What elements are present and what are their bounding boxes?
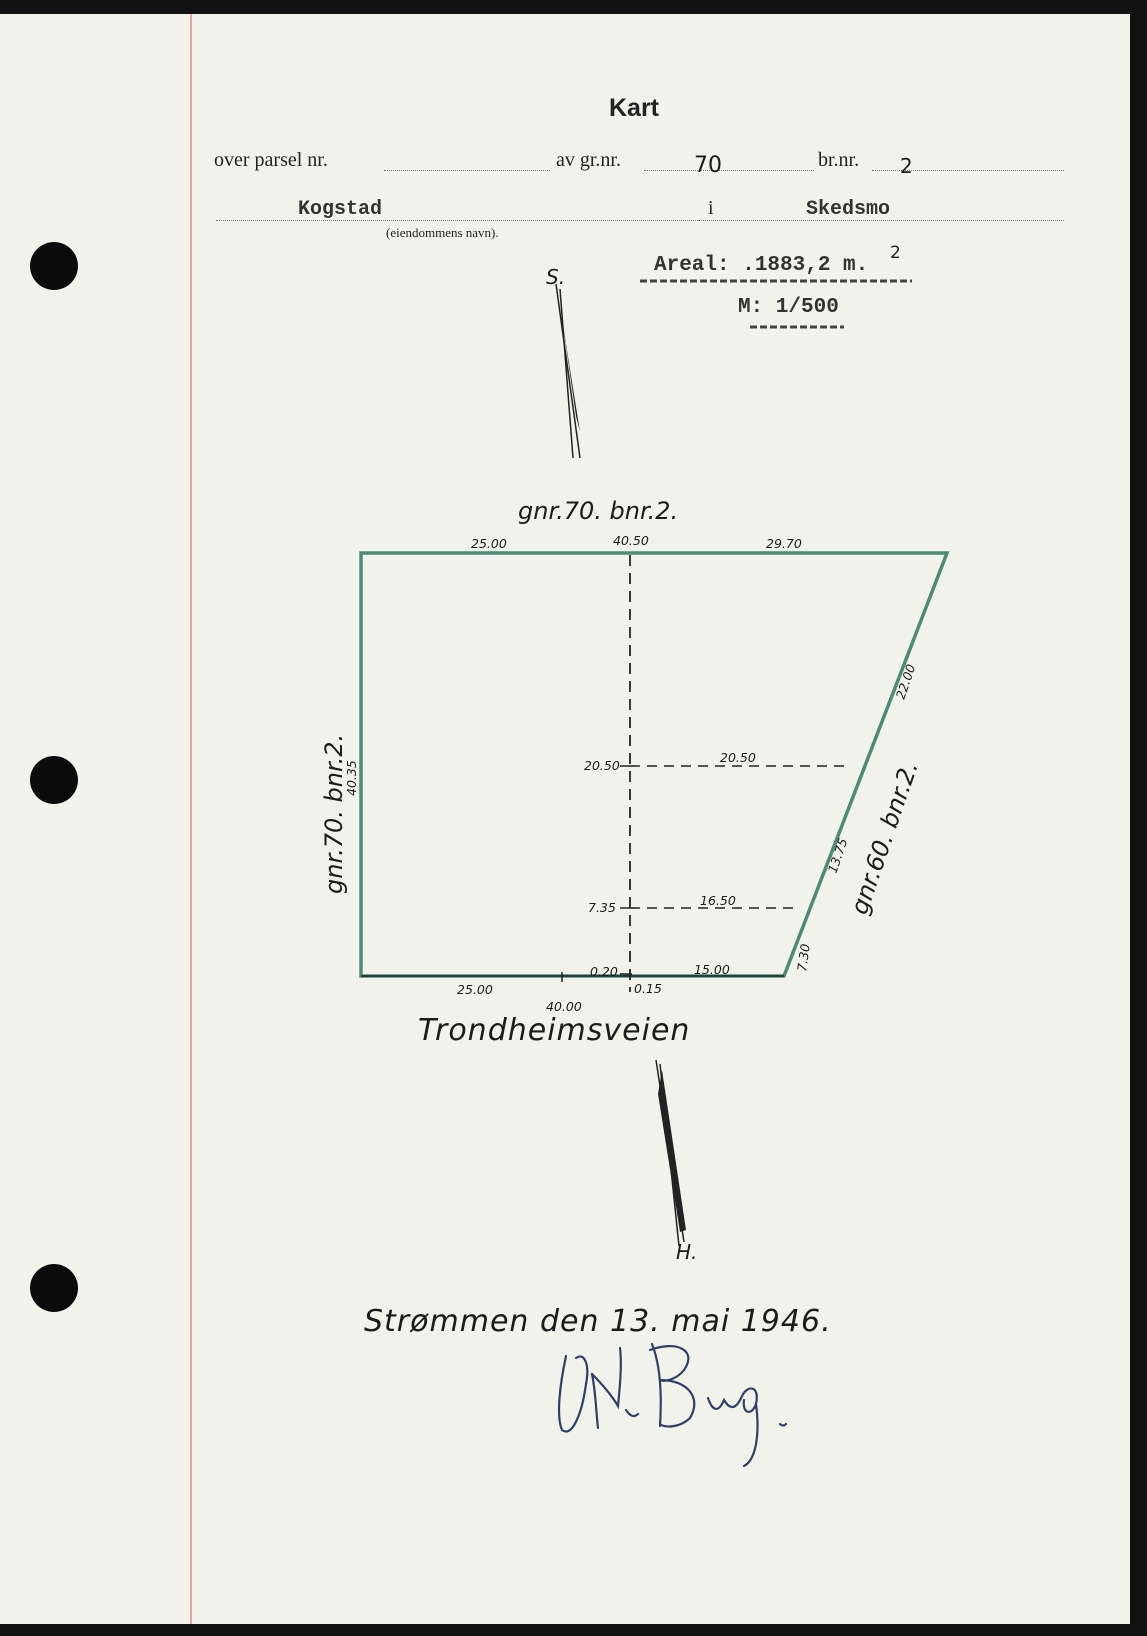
offset-020-left: 0.20	[590, 964, 618, 979]
property-caption: (eiendommens navn).	[386, 225, 499, 240]
neighbor-right-label: gnr.60. bnr.2.	[845, 757, 924, 918]
measure-top-mid: 40.50	[613, 533, 649, 548]
signature-image	[559, 1344, 786, 1466]
form-title: Kart	[609, 94, 660, 122]
offset-2050-right: 20.50	[720, 750, 756, 765]
measure-diag-lower: 13.75	[824, 836, 851, 875]
neighbor-left-label: gnr.70. bnr.2.	[320, 733, 348, 894]
neighbor-top-label: gnr.70. bnr.2.	[518, 497, 679, 525]
areal-superscript: 2	[890, 243, 901, 263]
measure-bottom-left: 25.00	[457, 982, 493, 997]
measure-diag-upper: 22.00	[892, 662, 919, 701]
measure-top-right: 29.70	[766, 536, 802, 551]
measure-left: 40.35	[344, 760, 359, 796]
offset-020-right: 15.00	[694, 962, 730, 977]
parcel-label: over parsel nr.	[214, 149, 328, 171]
scale-stamp: M: 1/500	[738, 296, 839, 319]
south-arrow	[656, 1060, 686, 1246]
measure-bottom-small: 0.15	[634, 981, 662, 996]
road-label: Trondheimsveien	[418, 1013, 691, 1048]
brnr-label: br.nr.	[818, 149, 860, 171]
parcel-map	[0, 14, 1130, 1624]
property-name: Kogstad	[298, 198, 383, 221]
grnr-value: 70	[694, 153, 722, 178]
measure-top-left: 25.00	[471, 536, 507, 551]
place-date: Strømmen den 13. mai 1946.	[364, 1304, 832, 1339]
measure-bottom-total: 40.00	[546, 999, 582, 1014]
north-arrow	[556, 284, 580, 458]
municipality: Skedsmo	[806, 198, 891, 221]
north-label: S.	[546, 265, 566, 289]
south-label: H.	[676, 1240, 698, 1264]
brnr-value: 2	[900, 154, 913, 178]
offset-735-left: 7.35	[588, 900, 616, 915]
offset-2050-left: 20.50	[584, 758, 620, 773]
grnr-label: av gr.nr.	[556, 149, 621, 171]
in-label: i	[708, 197, 714, 219]
areal-stamp: Areal: .1883,2 m.	[654, 254, 869, 277]
measure-right-short: 7.30	[794, 942, 813, 973]
offset-735-right: 16.50	[700, 893, 736, 908]
document-page	[0, 14, 1130, 1624]
